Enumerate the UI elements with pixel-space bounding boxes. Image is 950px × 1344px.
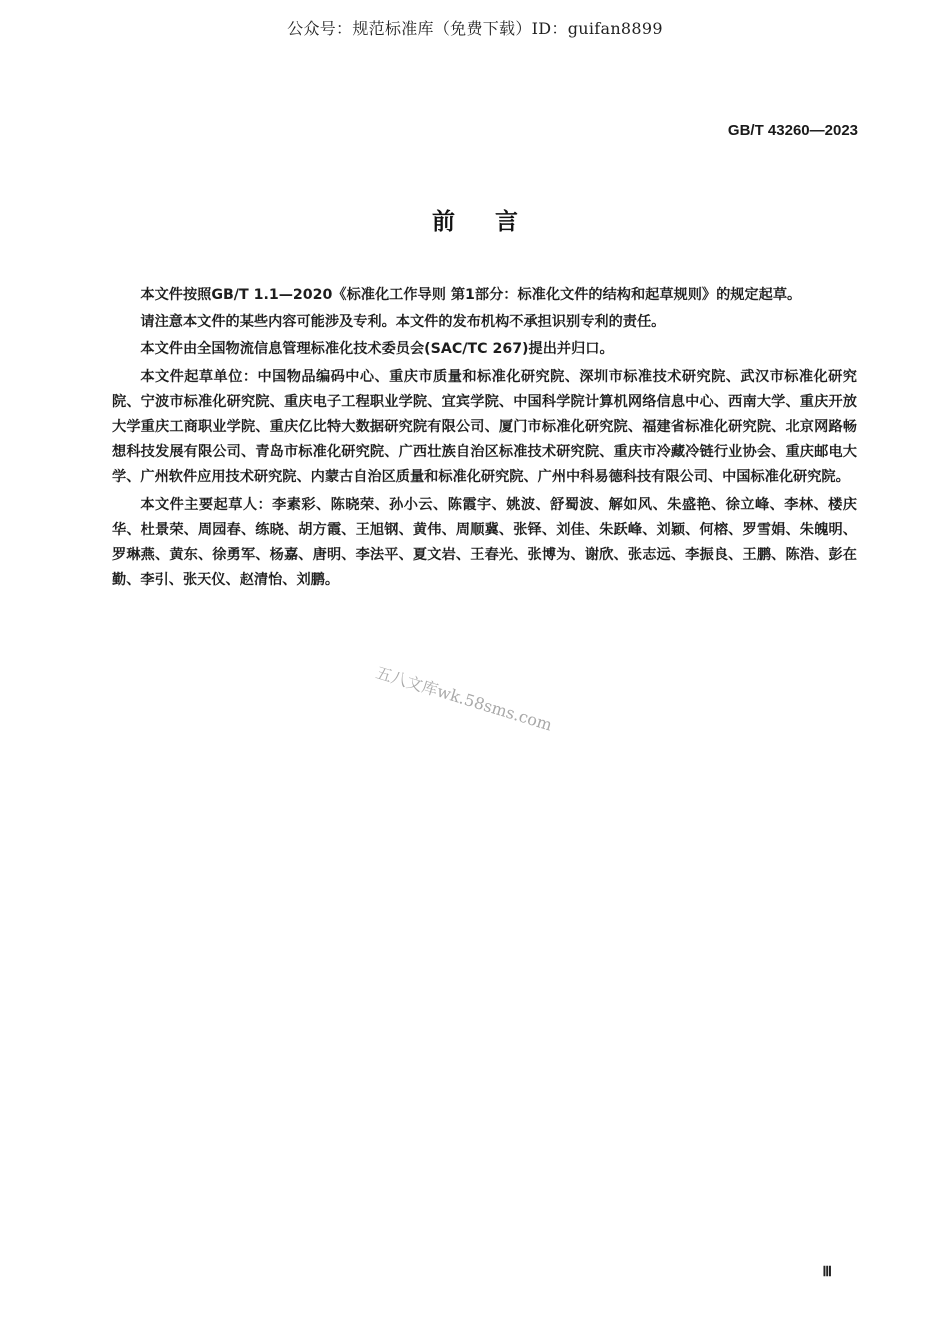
top-banner: 公众号：规范标准库（免费下载）ID：guifan8899 bbox=[287, 19, 663, 38]
paragraph-drafting-rules: 本文件按照GB/T 1.1—2020《标准化工作导则 第1部分：标准化文件的结构和起草规则》的规定起草。 bbox=[140, 287, 802, 303]
foreword-body bbox=[112, 283, 857, 595]
paragraph-drafters: 本文件主要起草人：李素彩、陈晓荣、孙小云、陈霞宇、姚波、舒蜀波、解如风、朱盛艳、徐立峰、李林、楼庆华、杜景荣、周园春、练晓、胡方霞、王旭钢、黄伟、周顺冀、张铎、刘佳、朱跃峰、刘颖、何榕、罗雪娟、朱魄明、罗琳燕、黄东、徐勇军、杨嘉、唐明、李法平、夏文岩、王春光、张博为、谢欣、张志远、李振良、王鹏、陈浩、彭在勤、李引、张天仪、赵清怡、刘鹏。 bbox=[112, 496, 857, 589]
paragraph-drafting-units: 本文件起草单位：中国物品编码中心、重庆市质量和标准化研究院、深圳市标准技术研究院、武汉市标准化研究院、宁波市标准化研究院、重庆电子工程职业学院、宜宾学院、中国科学院计算机网络信息中心、西南大学、重庆开放大学重庆工商职业学院、重庆亿比特大数据研究院有限公司、厦门市标准化研究院、福建省标准化研究院、北京网路畅想科技发展有限公司、青岛市标准化研究院、广西壮族自治区标准技术研究院、重庆市冷藏冷链行业协会、重庆邮电大学、广州软件应用技术研究院、内蒙古自治区质量和标准化研究院、广州中科易德科技有限公司、中国标准化研究院。 bbox=[112, 368, 857, 486]
paragraph-patent-notice: 请注意本文件的某些内容可能涉及专利。本文件的发布机构不承担识别专利的责任。 bbox=[140, 314, 666, 331]
page-title: 前言 bbox=[432, 209, 558, 235]
paragraph-committee: 本文件由全国物流信息管理标准化技术委员会(SAC/TC 267)提出并归口。 bbox=[140, 341, 614, 358]
standard-code: GB/T 43260—2023 bbox=[727, 122, 858, 139]
watermark-text: 五八文库wk.58sms.com bbox=[373, 662, 555, 735]
page-number: Ⅲ bbox=[822, 1265, 832, 1280]
